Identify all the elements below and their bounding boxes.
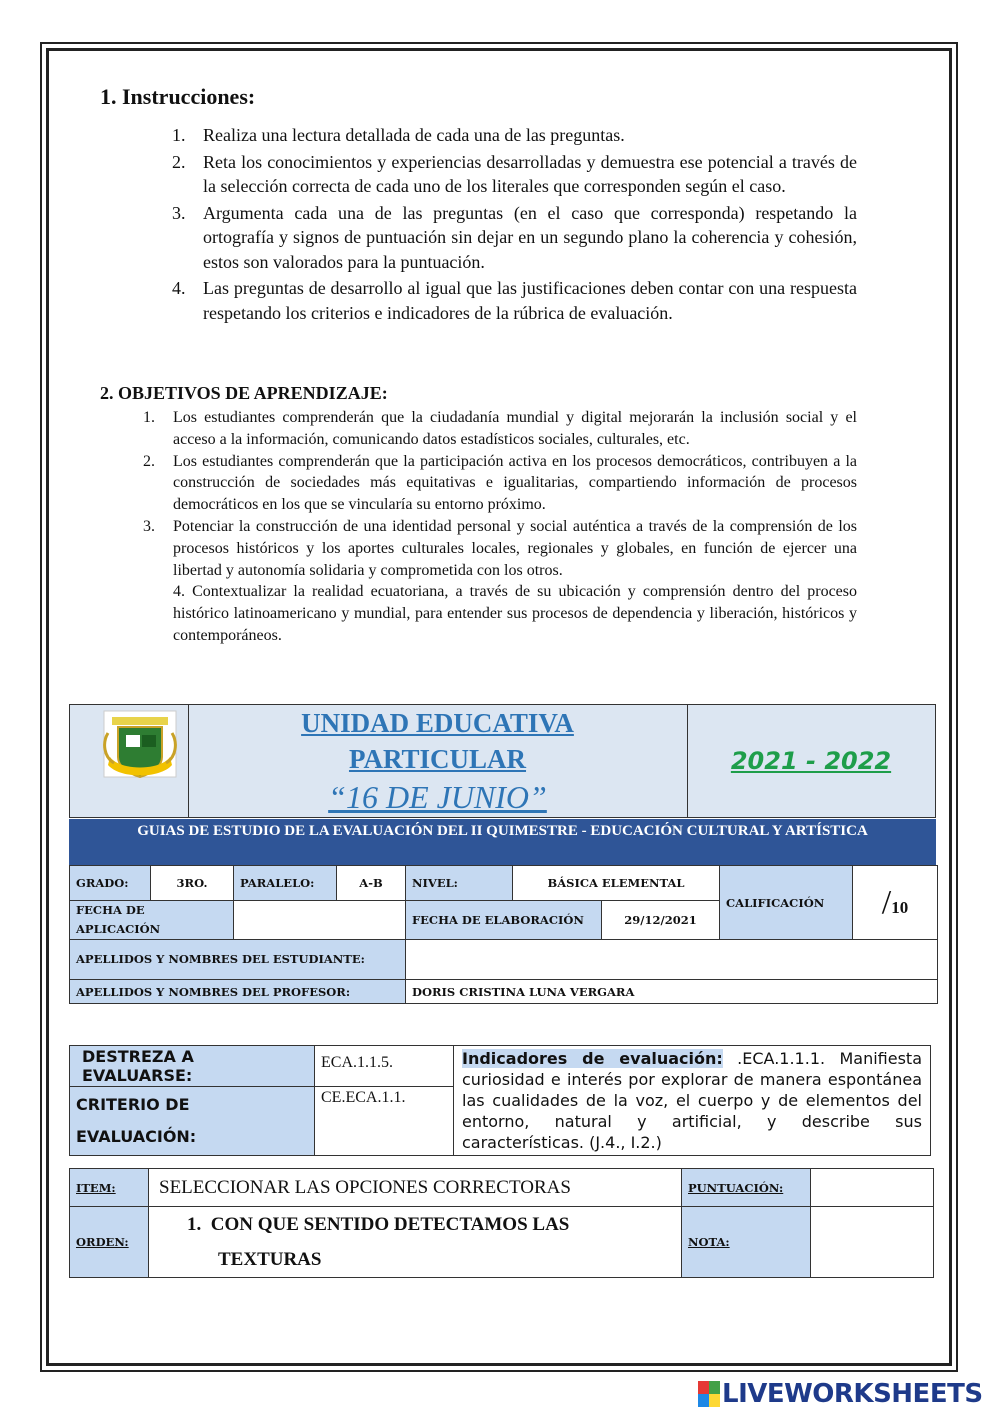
- criterio-label-line2: EVALUACIÓN:: [76, 1127, 197, 1147]
- liveworksheets-brand[interactable]: [698, 1376, 983, 1412]
- item-text: Reta los conocimientos y experiencias desarrolladas y demuestra ese potencial a través de la selección correcta de cada uno de los literales que corresponden según el caso.: [203, 151, 857, 196]
- guide-title-banner: GUIAS DE ESTUDIO DE LA EVALUACIÓN DEL II QUIMESTRE - EDUCACIÓN CULTURAL Y ARTÍSTICA: [69, 819, 936, 865]
- question-table: [69, 1168, 934, 1278]
- list-item: [143, 581, 857, 646]
- calificacion-slash: /: [881, 883, 892, 921]
- destreza-value: ECA.1.1.5.: [315, 1046, 454, 1087]
- question-number: 1.: [187, 1214, 202, 1235]
- puntuacion-label-cell: [682, 1169, 811, 1207]
- evaluation-table: [69, 1045, 931, 1156]
- objectives-list: [143, 407, 857, 647]
- list-item: [143, 451, 857, 516]
- item-text: Los estudiantes comprenderán que la ciudadanía mundial y digital mejorarán la inclusión social y el acceso a la información, comunicando datos estadísticos sociales, culturales, etc.: [173, 409, 857, 448]
- fecha-aplicacion-text: FECHA DE APLICACIÓN: [76, 903, 161, 936]
- list-item: [172, 201, 857, 275]
- item-text: Potenciar la construcción de una identidad personal y social auténtica a través de la comprensión de los procesos históricos y los aportes culturales locales, regionales y globales, en función de ejercer una libertad y autonomía solidaria y comprometida con los otros.: [173, 517, 857, 579]
- school-title-cell: [188, 705, 688, 817]
- question-text-line1: CON QUE SENTIDO DETECTAMOS LAS: [210, 1214, 570, 1235]
- criterio-label-line1: CRITERIO DE: [76, 1095, 190, 1115]
- paralelo-label: PARALELO:: [234, 866, 337, 901]
- item-label: ITEM:: [76, 1180, 116, 1195]
- item-text: Argumenta cada una de las preguntas (en el caso que corresponda) respetando la ortografía y signos de puntuación sin dejar en un segundo plano la coherencia y cohesión, estos son valorados para la puntuación.: [203, 202, 857, 272]
- indicadores-cell: [454, 1046, 931, 1156]
- school-logo-cell: [70, 705, 189, 817]
- profesor-label: APELLIDOS Y NOMBRES DEL PROFESOR:: [70, 980, 406, 1004]
- item-number: 2.: [143, 452, 155, 470]
- school-crest-icon: [70, 705, 188, 817]
- item-text: [173, 581, 857, 646]
- calificacion-max: 10: [891, 897, 909, 917]
- instructions-heading: 1. Instrucciones:: [100, 84, 256, 109]
- school-year-cell: [687, 705, 935, 817]
- logo-square: [698, 1394, 709, 1407]
- item-number: 3.: [172, 202, 186, 223]
- school-name-line1: UNIDAD EDUCATIVA: [301, 708, 574, 738]
- list-item: [143, 407, 857, 451]
- instructions-list: [172, 123, 857, 327]
- list-item: [172, 276, 857, 325]
- criterio-label: [70, 1087, 315, 1156]
- item-text-body: Contextualizar la realidad ecuatoriana, a través de su ubicación y comprensión dentro del proceso histórico latinoamericano y mundial, para entender sus procesos de dependencia y liberación, históricos y contemporáneos.: [173, 583, 858, 644]
- puntuacion-label: PUNTUACIÓN:: [688, 1180, 784, 1195]
- fecha-elaboracion-value: 29/12/2021: [602, 901, 720, 940]
- item-number: 4.: [172, 278, 186, 298]
- profesor-value: DORIS CRISTINA LUNA VERGARA: [406, 980, 938, 1004]
- question-line1: [187, 1207, 675, 1242]
- indicadores-label: Indicadores de evaluación:: [462, 1049, 723, 1068]
- orden-label: ORDEN:: [76, 1235, 129, 1249]
- calificacion-label: CALIFICACIÓN: [720, 866, 853, 940]
- grado-value: 3RO.: [151, 866, 234, 901]
- school-header: [69, 704, 936, 818]
- nota-label-cell: [682, 1207, 811, 1278]
- item-label-cell: [70, 1169, 149, 1207]
- item-number: 2.: [172, 151, 186, 172]
- estudiante-input[interactable]: [406, 940, 938, 980]
- indicadores-text: .ECA.1.1.1. Manifiesta curiosidad e interés por explorar de manera espontánea las cualidades de la voz, el cuerpo y de elementos del entorno, natural y artificial, y describe sus características. (J.4., I.2.): [462, 1049, 922, 1152]
- student-info-table: [69, 865, 938, 1004]
- school-name-line2: PARTICULAR: [348, 744, 527, 774]
- item-number: 1.: [143, 409, 155, 426]
- fecha-aplicacion-label: [70, 901, 234, 940]
- question-text-cell: [149, 1207, 682, 1278]
- criterio-value: CE.ECA.1.1.: [315, 1087, 454, 1156]
- item-number: 3.: [143, 517, 155, 535]
- school-name-line3: “16 DE JUNIO”: [328, 779, 547, 815]
- calificacion-box: [853, 866, 938, 940]
- list-item: [172, 123, 857, 148]
- liveworksheets-wordmark: LIVEWORKSHEETS: [722, 1379, 983, 1409]
- item-text: Las preguntas de desarrollo al igual que las justificaciones deben contar con una respuesta respetando los criterios e indicadores de la rúbrica de evaluación.: [203, 278, 857, 323]
- nivel-label: NIVEL:: [406, 866, 513, 901]
- estudiante-label: APELLIDOS Y NOMBRES DEL ESTUDIANTE:: [70, 940, 406, 980]
- fecha-elaboracion-label: FECHA DE ELABORACIÓN: [406, 901, 602, 940]
- logo-square: [709, 1381, 720, 1394]
- list-item: [172, 150, 857, 199]
- question-line2: TEXTURAS: [218, 1249, 322, 1270]
- nota-label: NOTA:: [688, 1235, 730, 1249]
- objectives-heading: 2. OBJETIVOS DE APRENDIZAJE:: [100, 383, 388, 403]
- fecha-aplicacion-input[interactable]: [234, 901, 406, 940]
- nota-input[interactable]: [811, 1207, 934, 1278]
- list-item: [143, 516, 857, 581]
- orden-label-cell: [70, 1207, 149, 1278]
- logo-square: [709, 1394, 720, 1407]
- item-value: SELECCIONAR LAS OPCIONES CORRECTORAS: [149, 1169, 682, 1207]
- destreza-label: DESTREZA A EVALUARSE:: [70, 1046, 315, 1087]
- item-text: Realiza una lectura detallada de cada una de las preguntas.: [203, 125, 625, 145]
- puntuacion-input[interactable]: [811, 1169, 934, 1207]
- item-number: 1.: [172, 125, 186, 145]
- liveworksheets-logo-icon: [698, 1381, 720, 1407]
- paralelo-value: A-B: [337, 866, 406, 901]
- nivel-value: BÁSICA ELEMENTAL: [513, 866, 720, 901]
- school-year: 2021 - 2022: [730, 747, 892, 775]
- grado-label: GRADO:: [70, 866, 151, 901]
- item-text: Los estudiantes comprenderán que la participación activa en los procesos democráticos, contribuyen a la construcción de sociedades más equitativas e igualitarias, compartiendo información de procesos democráticos en los que se vincularía su entorno próximo.: [173, 452, 857, 514]
- item-number: 4.: [173, 583, 185, 601]
- logo-square: [698, 1381, 709, 1394]
